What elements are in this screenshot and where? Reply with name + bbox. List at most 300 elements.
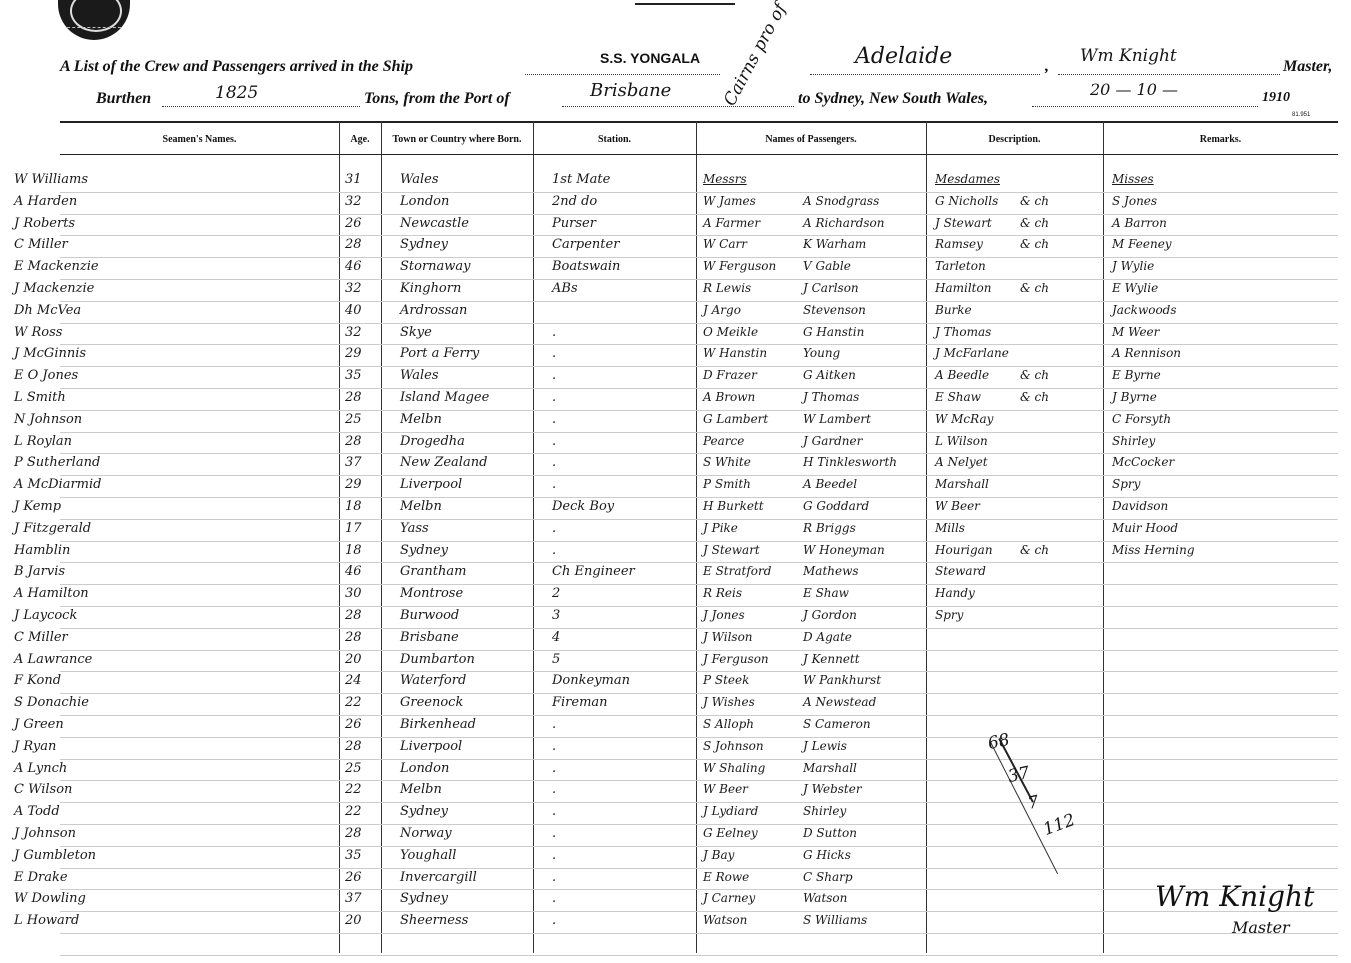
description-note: & ch [1020,543,1049,557]
remark-entry: McCocker [1112,455,1175,469]
tally-stroke [989,740,1058,874]
burthen-dotline [162,106,360,107]
description-note: & ch [1020,194,1049,208]
passenger-name: A Newstead [803,695,877,709]
seaman-birthplace: Port a Ferry [400,346,480,361]
passenger-name: G Eelney [703,826,758,840]
seaman-birthplace: Newcastle [400,216,469,231]
route-port: Adelaide [855,44,953,69]
passenger-name: J Gordon [803,608,857,622]
description-entry: Mesdames [935,172,1001,186]
passenger-name: O Meikle [703,325,759,339]
row-rule [60,715,1338,716]
seaman-age: 35 [345,848,362,863]
tally-value: 68 [986,729,1012,755]
row-rule [60,235,1338,236]
passenger-name: R Lewis [703,281,752,295]
row-rule [60,802,1338,803]
description-entry: Ramsey [935,237,983,251]
seaman-station: 3 [552,608,561,623]
seaman-birthplace: Melbn [400,499,442,514]
seaman-age: 32 [345,325,362,340]
seaman-age: 20 [345,913,362,928]
seaman-name: C Wilson [14,782,73,797]
seaman-age: 18 [345,543,362,558]
remark-entry: Davidson [1112,499,1169,513]
seaman-name: P Sutherland [14,455,101,470]
seaman-age: 46 [345,259,362,274]
tally-value: 7 [1026,792,1041,814]
col-header-seamen: Seamen's Names. [162,133,237,145]
seaman-birthplace: Sydney [400,543,448,558]
seaman-name: J Roberts [14,216,76,231]
remark-entry: A Barron [1112,216,1167,230]
passenger-name: Shirley [803,804,847,818]
description-entry: A Beedle [935,368,990,382]
row-rule [60,344,1338,345]
seaman-age: 28 [345,608,362,623]
row-rule [60,301,1338,302]
port-from: Brisbane [590,80,672,101]
description-entry: G Nicholls [935,194,999,208]
seaman-station: . [552,761,557,776]
passenger-name: J Thomas [803,390,860,404]
remark-entry: E Wylie [1112,281,1159,295]
seaman-name: A Todd [14,804,60,819]
row-rule [60,497,1338,498]
passenger-name: A Brown [703,390,756,404]
row-rule [60,584,1338,585]
passenger-name: V Gable [803,259,851,273]
passenger-name: W Carr [703,237,747,251]
seaman-age: 26 [345,870,362,885]
seaman-birthplace: Yass [400,521,429,536]
seaman-age: 28 [345,630,362,645]
seaman-station: Donkeyman [552,673,630,688]
passenger-name: W Hanstin [703,346,768,360]
seaman-station: 2nd do [552,194,598,209]
passenger-name: Stevenson [803,303,866,317]
description-entry: W Beer [935,499,980,513]
seaman-name: B Jarvis [14,564,66,579]
row-rule [60,933,1338,934]
row-rule [60,410,1338,411]
row-rule [60,693,1338,694]
seaman-birthplace: New Zealand [400,455,488,470]
seaman-station: . [552,390,557,405]
col-header-age: Age. [350,133,370,145]
seaman-name: J Fitzgerald [14,521,92,536]
seaman-age: 37 [345,455,362,470]
description-entry: E Shaw [935,390,981,404]
remark-entry: A Rennison [1112,346,1182,360]
description-note: & ch [1020,216,1049,230]
seaman-age: 28 [345,237,362,252]
passenger-name: W James [703,194,756,208]
remark-entry: Spry [1112,477,1141,491]
passenger-name: G Aitken [803,368,856,382]
seaman-birthplace: Stornaway [400,259,471,274]
seaman-age: 20 [345,652,362,667]
row-rule [60,868,1338,869]
seaman-name: J Ryan [14,739,57,754]
passenger-name: J Carney [703,891,756,905]
passenger-name: W Lambert [803,412,871,426]
passenger-name: P Steek [703,673,750,687]
description-entry: Handy [935,586,975,600]
seaman-name: E Drake [14,870,68,885]
description-note: & ch [1020,390,1049,404]
row-rule [60,388,1338,389]
seaman-station: . [552,891,557,906]
passenger-name: W Ferguson [703,259,777,273]
description-entry: A Nelyet [935,455,988,469]
seaman-station: Fireman [552,695,608,710]
top-rule [635,3,735,5]
passenger-name: J Ferguson [703,652,769,666]
seaman-birthplace: Burwood [400,608,460,623]
seaman-age: 40 [345,303,362,318]
seaman-birthplace: Invercargill [400,870,477,885]
remark-entry: Miss Herning [1112,543,1195,557]
col-divider [381,121,382,953]
passenger-name: J Kennett [803,652,860,666]
passenger-name: G Goddard [803,499,870,513]
remark-entry: C Forsyth [1112,412,1172,426]
seaman-station: . [552,870,557,885]
ship-name: S.S. YONGALA [600,50,701,66]
tons-from-label: Tons, from the Port of [364,90,510,107]
description-entry: Burke [935,303,972,317]
col-header-station: Station. [597,133,632,145]
description-entry: W McRay [935,412,994,426]
remark-entry: Jackwoods [1112,303,1177,317]
seaman-name: A Lynch [14,761,68,776]
row-rule [60,737,1338,738]
seaman-birthplace: Norway [400,826,452,841]
seaman-name: J Gumbleton [14,848,97,863]
description-note: & ch [1020,368,1049,382]
seaman-name: W Ross [14,325,63,340]
row-rule [60,192,1338,193]
row-rule [60,628,1338,629]
passenger-name: G Hanstin [803,325,865,339]
seaman-age: 46 [345,564,362,579]
row-rule [60,671,1338,672]
row-rule [60,257,1338,258]
col-header-born: Town or Country where Born. [392,133,522,145]
seaman-birthplace: Birkenhead [400,717,477,732]
passenger-name: J Webster [803,782,862,796]
passenger-name: J Lydiard [703,804,759,818]
remark-entry: Shirley [1112,434,1156,448]
seaman-name: L Smith [14,390,66,405]
description-entry: Mills [935,521,965,535]
col-divider [1103,121,1104,953]
row-rule [60,432,1338,433]
passenger-name: R Reis [703,586,742,600]
passenger-name: Watson [803,891,848,905]
seaman-name: J McGinnis [14,346,87,361]
seaman-birthplace: Island Magee [400,390,490,405]
passenger-name: E Shaw [803,586,849,600]
seaman-name: E Mackenzie [14,259,99,274]
passenger-name: K Warham [803,237,867,251]
passenger-name: J Wilson [703,630,753,644]
seaman-birthplace: Melbn [400,782,442,797]
seaman-station: Boatswain [552,259,621,274]
seaman-birthplace: Drogedha [400,434,465,449]
seaman-station: . [552,782,557,797]
seaman-birthplace: Kinghorn [400,281,462,296]
seaman-birthplace: London [400,761,450,776]
seaman-name: A Harden [14,194,78,209]
seaman-birthplace: Sheerness [400,913,469,928]
seaman-station: ABs [552,281,578,296]
col-header-description: Description. [988,133,1041,145]
seaman-station: . [552,739,557,754]
seaman-station: . [552,826,557,841]
seaman-name: W Dowling [14,891,86,906]
row-rule [60,519,1338,520]
crest-seal [58,0,130,40]
seaman-birthplace: London [400,194,450,209]
passenger-name: G Lambert [703,412,769,426]
description-entry: Tarleton [935,259,986,273]
remark-entry: J Wylie [1112,259,1155,273]
seaman-age: 22 [345,804,362,819]
passenger-name: Messrs [703,172,747,186]
table-top-rule [60,121,1338,123]
row-rule [60,911,1338,912]
row-rule [60,541,1338,542]
remark-entry: S Jones [1112,194,1158,208]
seaman-name: S Donachie [14,695,89,710]
seaman-name: J Mackenzie [14,281,95,296]
seaman-birthplace: Sydney [400,237,448,252]
passenger-name: J Stewart [703,543,760,557]
col-header-remarks: Remarks. [1199,133,1242,145]
seaman-station: . [552,477,557,492]
passenger-name: P Smith [703,477,751,491]
master-name: Wm Knight [1080,46,1177,66]
seaman-age: 25 [345,761,362,776]
table-header-rule [60,154,1338,155]
seaman-age: 22 [345,695,362,710]
row-rule [60,889,1338,890]
seaman-station: 5 [552,652,561,667]
master-signature-title: Master [1232,918,1290,937]
seaman-station: Ch Engineer [552,564,635,579]
seaman-age: 37 [345,891,362,906]
seaman-birthplace: Dumbarton [400,652,475,667]
description-entry: Hamilton [935,281,992,295]
passenger-name: A Farmer [703,216,761,230]
seaman-station: 1st Mate [552,172,611,187]
row-rule [60,780,1338,781]
seaman-age: 29 [345,477,362,492]
remark-entry: M Weer [1112,325,1160,339]
description-entry: Marshall [935,477,989,491]
seaman-birthplace: Greenock [400,695,464,710]
seaman-station: . [552,804,557,819]
seaman-name: J Green [14,717,64,732]
description-entry: Spry [935,608,964,622]
passenger-name: D Sutton [803,826,857,840]
seaman-station: . [552,325,557,340]
seaman-name: Hamblin [14,543,71,558]
passenger-name: H Tinklesworth [803,455,898,469]
passenger-name: Young [803,346,841,360]
row-rule [60,846,1338,847]
master-dotline [1058,74,1280,75]
remark-entry: M Feeney [1112,237,1172,251]
seaman-name: J Johnson [14,826,76,841]
seaman-station: . [552,434,557,449]
passenger-name: S Williams [803,913,868,927]
remark-entry: E Byrne [1112,368,1161,382]
seaman-birthplace: Sydney [400,891,448,906]
seaman-station: 2 [552,586,561,601]
seaman-birthplace: Brisbane [400,630,459,645]
seaman-age: 22 [345,782,362,797]
seaman-station: . [552,913,557,928]
description-entry: J McFarlane [935,346,1009,360]
row-rule [60,824,1338,825]
seaman-age: 17 [345,521,362,536]
passenger-name: W Pankhurst [803,673,882,687]
passenger-name: C Sharp [803,870,853,884]
seaman-birthplace: Grantham [400,564,467,579]
port-stamp: Cairns pro of [720,0,791,110]
seaman-station: Purser [552,216,596,231]
seaman-birthplace: Liverpool [400,477,463,492]
seaman-name: L Howard [14,913,80,928]
seaman-age: 26 [345,216,362,231]
seaman-station: . [552,412,557,427]
date-value: 20 — 10 — [1090,80,1178,99]
seaman-name: N Johnson [14,412,83,427]
passenger-name: R Briggs [803,521,856,535]
passenger-name: A Beedel [803,477,858,491]
passenger-name: G Hicks [803,848,851,862]
date-dotline [1032,106,1258,107]
col-divider [533,121,534,953]
description-entry: Steward [935,564,986,578]
passenger-name: Pearce [703,434,745,448]
tally-value: 37 [1006,762,1032,788]
seaman-station: . [552,848,557,863]
col-divider [696,121,697,953]
seaman-birthplace: Youghall [400,848,457,863]
seaman-birthplace: Wales [400,172,439,187]
year: 1910 [1262,90,1290,105]
passenger-name: W Honeyman [803,543,885,557]
passenger-name: J Wishes [703,695,755,709]
master-label: Master, [1283,58,1333,75]
description-note: & ch [1020,281,1049,295]
passenger-name: S White [703,455,751,469]
burthen-value: 1825 [215,83,259,103]
seaman-age: 28 [345,826,362,841]
route-dotline [810,74,1040,75]
passenger-name: J Pike [703,521,738,535]
seaman-birthplace: Montrose [400,586,464,601]
seaman-name: C Miller [14,237,68,252]
seaman-name: J Laycock [14,608,78,623]
seaman-name: C Miller [14,630,68,645]
port-from-dotline [562,106,794,107]
passenger-name: H Burkett [703,499,764,513]
seaman-age: 32 [345,281,362,296]
passenger-name: Marshall [803,761,857,775]
seaman-age: 32 [345,194,362,209]
passenger-name: D Agate [803,630,852,644]
seaman-name: E O Jones [14,368,79,383]
passenger-name: J Lewis [803,739,847,753]
description-entry: J Thomas [935,325,992,339]
passenger-name: D Frazer [703,368,757,382]
passenger-name: J Argo [703,303,741,317]
seaman-name: W Williams [14,172,89,187]
row-rule [60,475,1338,476]
seaman-name: A Lawrance [14,652,93,667]
seaman-name: F Kond [14,673,62,688]
row-rule [60,453,1338,454]
row-rule [60,214,1338,215]
seaman-station: . [552,521,557,536]
passenger-name: E Rowe [703,870,750,884]
row-rule [60,759,1338,760]
passenger-name: Watson [703,913,748,927]
seaman-age: 28 [345,434,362,449]
seaman-name: A McDiarmid [14,477,102,492]
seaman-age: 26 [345,717,362,732]
passenger-name: W Beer [703,782,748,796]
description-note: & ch [1020,237,1049,251]
passenger-name: J Bay [703,848,735,862]
passenger-name: S Alloph [703,717,755,731]
seaman-birthplace: Liverpool [400,739,463,754]
master-signature: Wm Knight [1155,880,1315,913]
burthen-label: Burthen [96,90,152,107]
seaman-station: Deck Boy [552,499,615,514]
passenger-name: S Cameron [803,717,871,731]
row-rule [60,279,1338,280]
remark-entry: Misses [1112,172,1154,186]
passenger-name: A Snodgrass [803,194,880,208]
seaman-age: 28 [345,390,362,405]
ship-dotline [525,74,720,75]
form-number: 81.951 [1292,112,1311,118]
description-entry: L Wilson [935,434,988,448]
description-entry: J Stewart [935,216,992,230]
seaman-station: . [552,368,557,383]
seaman-birthplace: Waterford [400,673,467,688]
col-header-passengers: Names of Passengers. [765,133,857,145]
seaman-age: 30 [345,586,362,601]
seaman-station: . [552,346,557,361]
seaman-name: L Roylan [14,434,73,449]
seaman-station: . [552,717,557,732]
seaman-name: J Kemp [14,499,62,514]
seaman-station: 4 [552,630,561,645]
seaman-age: 29 [345,346,362,361]
passenger-name: Mathews [803,564,859,578]
seaman-age: 25 [345,412,362,427]
seaman-station: . [552,455,557,470]
header-line1-label: A List of the Crew and Passengers arrived in the Ship [60,58,413,75]
